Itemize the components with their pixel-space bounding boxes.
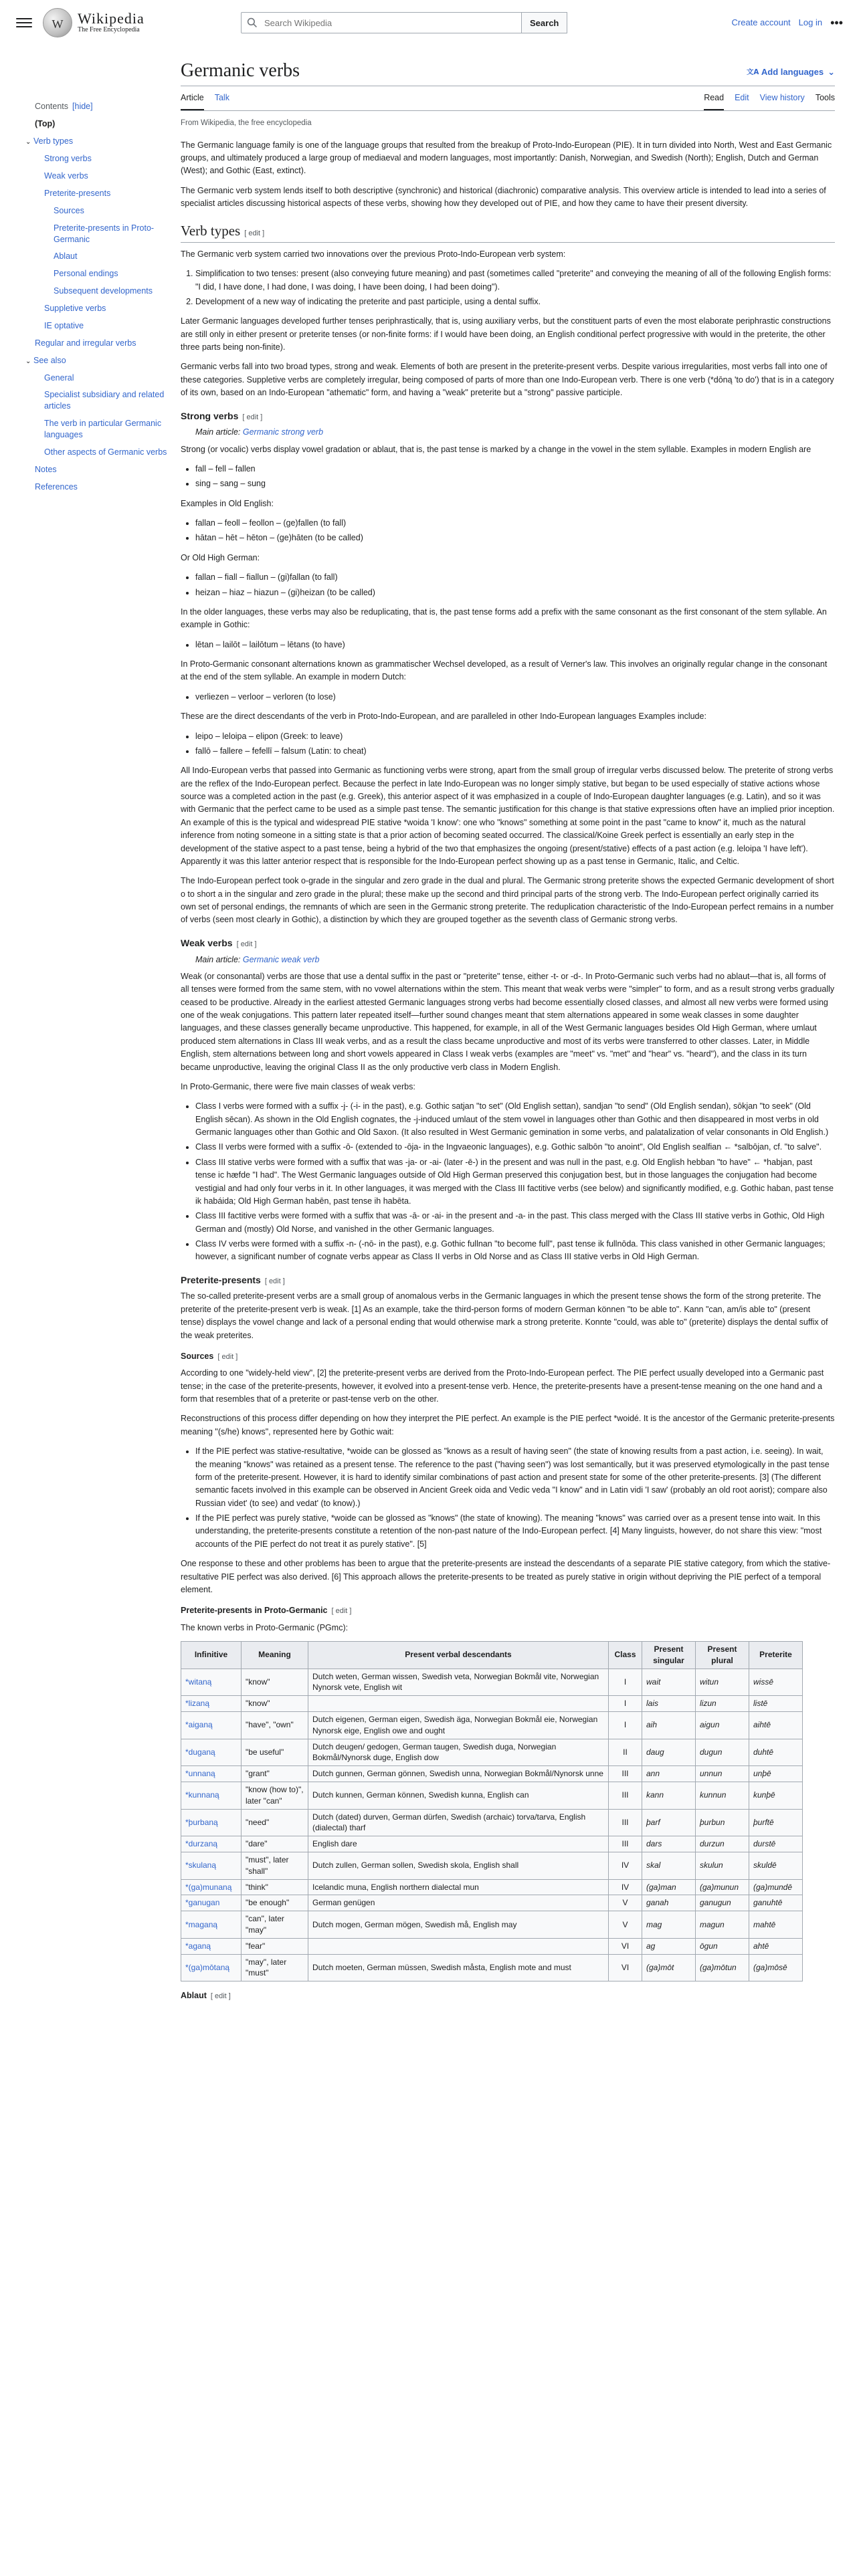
table-cell: III: [609, 1836, 642, 1852]
more-options-icon[interactable]: •••: [830, 16, 843, 30]
column-header[interactable]: Class: [609, 1642, 642, 1669]
toc-link[interactable]: Preterite-presents: [44, 188, 111, 198]
add-languages-button[interactable]: [747, 66, 835, 83]
paragraph: The known verbs in Proto-Germanic (PGmc):: [181, 1622, 349, 1632]
toc-item: [35, 389, 170, 412]
tab-article[interactable]: Article: [181, 86, 204, 110]
table-cell[interactable]: *unnaną: [181, 1766, 242, 1782]
section-heading-preterite-presents-in-proto-germanic: Preterite-presents in Proto-Germanic [ edit ]: [181, 1606, 352, 1616]
toc-link[interactable]: See also: [33, 355, 66, 365]
list-item: • fallan – fiall – fiallun – (gi)fallan (to fall): [195, 571, 835, 584]
tab-tools[interactable]: Tools: [815, 93, 835, 103]
create-account-link[interactable]: Create account: [731, 17, 791, 27]
list-item: • Class III factitive verbs were formed with a suffix that was -ā- or -ai- in the present and -a- in the past. This class merged with the Class III stative verbs in Gothic, Old High German and (mostly) Old Norse, and vanished in the other Germanic languages.: [195, 1210, 835, 1236]
search-form: [241, 12, 567, 33]
search-icon: [247, 17, 258, 28]
table-cell: "know": [242, 1696, 308, 1712]
table-cell: daug: [642, 1739, 696, 1766]
table-cell: (ga)mundē: [749, 1879, 803, 1895]
table-cell: II: [609, 1739, 642, 1766]
table-cell: Icelandic muna, English northern dialectal mun: [308, 1879, 609, 1895]
table-cell: "fear": [242, 1938, 308, 1954]
table-cell: III: [609, 1809, 642, 1836]
list-item: • heizan – hiaz – hiazun – (gi)heizan (to be called): [195, 586, 835, 599]
table-cell: unnun: [696, 1766, 749, 1782]
table-cell[interactable]: *duganą: [181, 1739, 242, 1766]
table-row: [181, 1809, 803, 1836]
paragraph: All Indo-European verbs that passed into Germanic as functioning verbs were strong, apart from the small group of irregular verbs discussed below. The preterite of strong verbs are the reflex of the Indo-European perfect. Because the perfect in late Indo-European was no longer simply stative, but began to be used especially of stative actions whose source was a completed action in the past (e.g. Greek), this anterior aspect of it was emphasized in a couple of Indo-European daughter languages (e.g. Latin), and so it was with Germanic that the perfect came to be used as a simple past tense. The semantic justification for this change is that stative expressions often have an implied prior inception. An example of this is the typical and widespread PIE stative *woida 'I know': one who "knows" something at some point in the past "came to know" it, much as the natural inference from noting someone in a sitting state is that a prior action of becoming seated occurred. The classical/Koine Greek perfect is essentially an early step in the development of the stative aspect to a past tense, being a hybrid of the two that emphasizes the ongoing (present/stative) effects of a past action (e.g. leloipa 'I have left'). Apparently it was this latter anterior respect that is responsible for the Indo-European perfect showing up as a past tense in Germanic, Italic, and Celtic.: [181, 766, 835, 866]
toc-list: [25, 118, 170, 492]
toc-item: [35, 320, 170, 332]
wordmark: Wikipedia: [78, 10, 145, 27]
table-cell[interactable]: *durzaną: [181, 1836, 242, 1852]
toc-link[interactable]: Personal endings: [54, 269, 118, 279]
paragraph: Examples in Old English:: [181, 498, 274, 508]
table-cell[interactable]: *ganugan: [181, 1895, 242, 1911]
toc-link[interactable]: The verb in particular Germanic languages: [44, 419, 162, 439]
paragraph: The so-called preterite-present verbs are a small group of anomalous verbs in the Germanic languages in which the present tense shows the form of the strong preterite. The preterite of the preterite-present verb is weak. [1] As an example, take the third-person forms of modern German können "to be able to". Kann "can, am/is able to" (present tense) displays the vowel change and lack of a personal ending that would otherwise mark a strong preterite. Konnte "could, was able to" (preterite) displays the dental suffix of the weak preterites.: [181, 1291, 828, 1340]
main-article-link[interactable]: Germanic strong verb: [242, 427, 324, 437]
table-cell: German genügen: [308, 1895, 609, 1911]
paragraph: Later Germanic languages developed further tenses periphrastically, that is, using auxiliary verbs, but the constituent parts of even the most elaborate periphrastic constructions are still only in either present or preterite tenses (or non-finite forms: if I would have been doing, an English conditional perfect progressive with would in the preterite, the other three parts being non-finite).: [181, 316, 831, 352]
toc-link[interactable]: Weak verbs: [44, 171, 88, 181]
main-content: [181, 45, 859, 2007]
tab-edit[interactable]: Edit: [735, 93, 749, 103]
section-heading-preterite-presents: Preterite-presents [ edit ]: [181, 1274, 285, 1285]
table-cell[interactable]: *kunnaną: [181, 1782, 242, 1810]
table-cell: (ga)mōt: [642, 1954, 696, 1981]
section-heading-ablaut: Ablaut [ edit ]: [181, 1991, 231, 2001]
section-heading-verb-types: Verb types [ edit ]: [181, 222, 835, 242]
toc-link[interactable]: References: [35, 481, 78, 492]
toc-link[interactable]: Ablaut: [54, 251, 78, 261]
translate-icon: [747, 67, 757, 78]
toc-link[interactable]: Suppletive verbs: [44, 304, 106, 313]
chevron-down-icon[interactable]: ⌄: [25, 138, 31, 146]
table-cell: Dutch weten, German wissen, Swedish veta, Norwegian Bokmål vite, Norwegian Nynorsk vete, English wit: [308, 1669, 609, 1696]
globe-icon: [43, 8, 72, 37]
innovations-list: [181, 267, 835, 308]
list-item: • fallō – fallere – fefellī – falsum (Latin: to cheat): [195, 745, 835, 758]
example-list: [181, 730, 835, 758]
list-item: 1. Simplification to two tenses: present (also conveying future meaning) and past (sometimes called "preterite" and conveying the meaning of all of the following English forms: "I did, I have done, I had done, I was doing, I have been doing, I had been doing").: [195, 267, 835, 294]
table-cell: listē: [749, 1696, 803, 1712]
table-cell: "know (how to)", later "can": [242, 1782, 308, 1810]
table-cell: durstē: [749, 1836, 803, 1852]
edit-link[interactable]: [ edit ]: [210, 1992, 231, 2001]
list-item: • Class I verbs were formed with a suffix -j- (-i- in the past), e.g. Gothic satjan "to set" (Old English settan), sandjan "to send" (Old English sendan), sōkjan "to seek" (Old English sēcan). As shown in the Old English cognates, the -j-induced umlaut of the stem vowel in languages other than Gothic and then disappeared in most verbs in old Germanic languages other than Gothic and Old Saxon. (It also resulted in West Germanic gemination in some verbs, and palatalization of velar consonants in Old English.): [195, 1100, 835, 1139]
table-cell: þarf: [642, 1809, 696, 1836]
table-cell: I: [609, 1669, 642, 1696]
table-cell[interactable]: *maganą: [181, 1911, 242, 1939]
table-cell: III: [609, 1766, 642, 1782]
table-cell: "must", later "shall": [242, 1852, 308, 1880]
paragraph: Germanic verbs fall into two broad types, strong and weak. Elements of both are present in the preterite-present verbs. Despite various irregularities, most verbs fall into one of these categories. Suppletive verbs are completely irregular, being composed of parts of more than one Indo-European verb. There is one verb (*dōną 'to do') that is in a category of its own, based on an Indo-European "athematic" form, and having a "weak" preterite but a "strong" passive participle.: [181, 362, 834, 398]
tagline: The Free Encyclopedia: [78, 26, 140, 33]
table-cell: (ga)mōsē: [749, 1954, 803, 1981]
main-menu-icon[interactable]: [16, 15, 32, 31]
column-header[interactable]: Present singular: [642, 1642, 696, 1669]
example-list: [181, 639, 835, 651]
table-cell: dugun: [696, 1739, 749, 1766]
main-article-link[interactable]: Germanic weak verb: [242, 954, 320, 964]
toc-item: [35, 464, 170, 475]
toc-title: Contents: [35, 102, 69, 111]
table-cell: mahtē: [749, 1911, 803, 1939]
table-cell: skuldē: [749, 1852, 803, 1880]
table-cell: ganuhtē: [749, 1895, 803, 1911]
table-cell: "be enough": [242, 1895, 308, 1911]
table-cell: VI: [609, 1954, 642, 1981]
toc-item: [35, 447, 170, 458]
table-cell[interactable]: *þurbaną: [181, 1809, 242, 1836]
table-cell: mag: [642, 1911, 696, 1939]
table-cell[interactable]: *aganą: [181, 1938, 242, 1954]
table-cell: ganah: [642, 1895, 696, 1911]
chevron-down-icon: ⌄: [828, 67, 835, 78]
table-cell: magun: [696, 1911, 749, 1939]
tab-talk[interactable]: Talk: [214, 93, 229, 103]
toc-item: [35, 372, 170, 384]
table-cell: "can", later "may": [242, 1911, 308, 1939]
table-cell: Dutch (dated) durven, German dürfen, Swedish (archaic) torva/tarva, English (dialectal) tharf: [308, 1809, 609, 1836]
table-cell: kunnun: [696, 1782, 749, 1810]
toc-link[interactable]: Subsequent developments: [54, 286, 153, 296]
tab-view-history[interactable]: View history: [759, 93, 805, 103]
wikipedia-logo[interactable]: [43, 8, 197, 37]
table-cell: duhtē: [749, 1739, 803, 1766]
sources-list: [181, 1445, 835, 1551]
toc-item: [35, 418, 170, 441]
table-cell: "dare": [242, 1836, 308, 1852]
table-row: [181, 1696, 803, 1712]
table-cell: Dutch eigenen, German eigen, Swedish äga, Norwegian Bokmål eie, Norwegian Nynorsk eige, English owe and ought: [308, 1712, 609, 1739]
table-row: [181, 1938, 803, 1954]
list-item: 2. Development of a new way of indicating the preterite and past participle, using a dental suffix.: [195, 296, 835, 308]
table-cell: (ga)munun: [696, 1879, 749, 1895]
article-body: [181, 139, 835, 2003]
table-cell: aihtē: [749, 1712, 803, 1739]
list-item: • sing – sang – sung: [195, 477, 835, 490]
table-cell: unþē: [749, 1766, 803, 1782]
toc-link[interactable]: Strong verbs: [44, 154, 92, 164]
table-row: [181, 1836, 803, 1852]
table-row: [181, 1739, 803, 1766]
table-cell: aigun: [696, 1712, 749, 1739]
table-cell: ganugun: [696, 1895, 749, 1911]
table-row: [181, 1852, 803, 1880]
table-cell: wissē: [749, 1669, 803, 1696]
list-item: • Class IV verbs were formed with a suffix -n- (-nō- in the past), e.g. Gothic fullnan "to become full", past tense ik fullnōda. This class vanished in other Germanic languages; however, a significant number of cognate verbs appear as Class II verbs in Old Norse and as Class III stative verbs in Old High German.: [195, 1238, 835, 1264]
toc-item: [25, 355, 170, 366]
intro-paragraph-2: The Germanic verb system lends itself to both descriptive (synchronic) and historical (diachronic) comparative analysis. This overview article is intended to lead into a series of specialist articles discussing historical aspects of these verbs, showing how they developed out of PIE, and how they came to have their present diversity.: [181, 185, 826, 209]
table-of-contents: [0, 45, 181, 2007]
paragraph: Or Old High German:: [181, 552, 260, 562]
toc-item: [35, 303, 170, 314]
table-cell: "have", "own": [242, 1712, 308, 1739]
table-cell: lais: [642, 1696, 696, 1712]
paragraph: According to one "widely-held view", [2] the preterite-present verbs are derived from the Proto-Indo-European perfect. The PIE perfect usually developed into a Germanic past tense; in the case of the preterite-presents, however, it evolved into a present-tense verb. Hence, the preterite-presents have a present-tense meaning on the one hand and a form that resembles that of a preterite or past-tense verb on the other.: [181, 1368, 824, 1404]
toc-item: [35, 251, 170, 262]
toc-link[interactable]: (Top): [35, 119, 56, 129]
table-cell: V: [609, 1911, 642, 1939]
add-languages-label: Add languages: [761, 67, 824, 78]
toc-link[interactable]: Verb types: [33, 136, 74, 146]
table-cell: "grant": [242, 1766, 308, 1782]
table-cell: kann: [642, 1782, 696, 1810]
hatnote: Main article: Germanic weak verb: [195, 954, 320, 964]
example-list: [181, 517, 835, 545]
edit-link[interactable]: [ edit ]: [244, 229, 265, 238]
table-cell: III: [609, 1782, 642, 1810]
table-cell: (ga)man: [642, 1879, 696, 1895]
toc-item: [35, 153, 170, 165]
paragraph: Weak (or consonantal) verbs are those that use a dental suffix in the past or "preterite" tense, either -t- or -d-. In Proto-Germanic such verbs had no ablaut—that is, all forms of all tenses were formed from the same stem, with no vowel alternations within the stem. This meant that weak verbs were "simpler" to form, and as a result strong verbs gradually ceased to be productive. Already in the earliest attested Germanic languages strong verbs had become essentially closed classes, and almost all new verbs were formed using one of the weak conjugations. This pattern later repeated itself—further sound changes meant that stem alternations appeared in some weak classes in some daughter languages, and these classes generally became unproductive. This happened, for example, in all of the West Germanic languages besides Old High German, where umlaut produced stem alternations in Class III weak verbs, and as a result the class became unproductive and most of its verbs were transferred to other classes. Later, in Middle English, stem alternations between long and short vowels appeared in Class I weak verbs (examples are "meet" vs. "met" and "hear" vs. "heard"), and the class in its turn became unproductive, leaving the original Class II as the only productive verb class in Modern English.: [181, 971, 835, 1072]
example-list: [181, 463, 835, 491]
table-cell[interactable]: *skulaną: [181, 1852, 242, 1880]
edit-link[interactable]: [ edit ]: [242, 413, 263, 421]
toc-item: [25, 136, 170, 147]
edit-link[interactable]: [ edit ]: [217, 1352, 238, 1361]
table-cell: skal: [642, 1852, 696, 1880]
table-row: [181, 1954, 803, 1981]
table-cell: kunþē: [749, 1782, 803, 1810]
toc-item: [35, 481, 170, 493]
paragraph: The Indo-European perfect took o-grade in the singular and zero grade in the dual and plural. The Germanic strong preterite shows the expected Germanic development of short o to short a in the singular and zero grade in the plural; these make up the second and third principal parts of the strong verb. The Indo-European perfect originally carried its own set of personal endings, the remnants of which are seen in the Germanic strong preterite. The reduplication characteristic of the Indo-European perfect remains in a number of verbs (seen most clearly in Gothic), a distinction by which they are grouped together as the seventh class of Germanic strong verbs.: [181, 876, 834, 925]
from-wikipedia: From Wikipedia, the free encyclopedia: [181, 118, 312, 127]
table-cell: Dutch mogen, German mögen, Swedish må, English may: [308, 1911, 609, 1939]
table-cell[interactable]: *lizaną: [181, 1696, 242, 1712]
edit-link[interactable]: [ edit ]: [264, 1277, 285, 1285]
toc-item: [35, 338, 170, 349]
table-cell: wait: [642, 1669, 696, 1696]
table-cell: Dutch moeten, German müssen, Swedish måsta, English mote and must: [308, 1954, 609, 1981]
table-cell: IV: [609, 1879, 642, 1895]
toc-link[interactable]: IE optative: [44, 320, 84, 330]
table-cell: "think": [242, 1879, 308, 1895]
example-list: [181, 571, 835, 599]
log-in-link[interactable]: Log in: [798, 17, 823, 27]
table-cell: I: [609, 1712, 642, 1739]
toc-link[interactable]: Sources: [54, 205, 84, 215]
toc-link[interactable]: Preterite-presents in Proto-Germanic: [54, 223, 155, 244]
table-cell: VI: [609, 1938, 642, 1954]
toc-link[interactable]: Regular and irregular verbs: [35, 338, 136, 348]
section-heading-strong-verbs: Strong verbs [ edit ]: [181, 410, 263, 421]
list-item: • fall – fell – fallen: [195, 463, 835, 475]
page-title: Germanic verbs: [181, 60, 300, 81]
toc-link[interactable]: General: [44, 372, 74, 383]
table-cell: lizun: [696, 1696, 749, 1712]
table-row: [181, 1879, 803, 1895]
table-cell: [308, 1938, 609, 1954]
column-header[interactable]: Preterite: [749, 1642, 803, 1669]
table-cell: þurbun: [696, 1809, 749, 1836]
table-cell: "know": [242, 1669, 308, 1696]
table-cell: "may", later "must": [242, 1954, 308, 1981]
table-cell[interactable]: *aiganą: [181, 1712, 242, 1739]
table-cell: "be useful": [242, 1739, 308, 1766]
column-header[interactable]: Present verbal descendants: [308, 1642, 609, 1669]
table-cell: Dutch kunnen, German können, Swedish kunna, English can: [308, 1782, 609, 1810]
search-input[interactable]: [263, 17, 516, 29]
search-button[interactable]: Search: [522, 12, 567, 33]
table-cell: ahtē: [749, 1938, 803, 1954]
table-cell: IV: [609, 1852, 642, 1880]
table-cell: skulun: [696, 1852, 749, 1880]
table-cell: V: [609, 1895, 642, 1911]
chevron-down-icon[interactable]: ⌄: [25, 357, 31, 365]
toc-item: [35, 188, 170, 199]
toc-item: [35, 268, 170, 280]
list-item: • lētan – lailōt – lailōtum – lētans (to have): [195, 639, 835, 651]
table-cell: [308, 1696, 609, 1712]
table-cell: English dare: [308, 1836, 609, 1852]
table-cell[interactable]: *(ga)mōtaną: [181, 1954, 242, 1981]
paragraph: Strong (or vocalic) verbs display vowel gradation or ablaut, that is, the past tense is marked by a change in the vowel in the stem syllable. Examples in modern English are: [181, 444, 812, 454]
column-header[interactable]: Present plural: [696, 1642, 749, 1669]
column-header[interactable]: Infinitive: [181, 1642, 242, 1669]
svg-text:文A: 文A: [746, 68, 759, 77]
list-item: • If the PIE perfect was stative-resultative, *woide can be glossed as "knows as a result of having seen" (the state of knowing results from a past action, i.e. seeing). In wait, the meaning "knows" was retained as a present tense. The reference to the past ("having seen") was lost semantically, but it was preserved etymologically in the past tense form of the preterite-present. However, it is hard to identify similar combinations of past action and present state for some of the other preterite-presents. [3] (The different semantic facets involved in this example can be observed in Ancient Greek oida and Vedic veda "I know" and in Latin vidi 'I saw' (probably an old root aorist); compare also Russian videt' (to see) and vedat' (to know).): [195, 1445, 835, 1510]
toc-link[interactable]: Specialist subsidiary and related articles: [44, 390, 165, 411]
toc-item: [35, 286, 170, 297]
column-header[interactable]: Meaning: [242, 1642, 308, 1669]
toc-item: [35, 205, 170, 217]
table-cell: ann: [642, 1766, 696, 1782]
tab-read[interactable]: Read: [704, 86, 724, 110]
table-cell[interactable]: *witaną: [181, 1669, 242, 1696]
paragraph: The Germanic verb system carried two innovations over the previous Proto-Indo-European verb system:: [181, 249, 566, 259]
table-cell: (ga)mōtun: [696, 1954, 749, 1981]
toc-item: [35, 118, 170, 130]
paragraph: These are the direct descendants of the verb in Proto-Indo-European, and are paralleled in other Indo-European languages Examples include:: [181, 712, 706, 722]
example-list: [181, 691, 835, 704]
table-cell: Dutch zullen, German sollen, Swedish skola, English shall: [308, 1852, 609, 1880]
list-item: • If the PIE perfect was purely stative, *woide can be glossed as "knows" (the state of knowing). The meaning "knows" was carried over as a present tense into wait. In this understanding, the preterite-presents constitute a retention of the non-past nature of the Indo-European perfect. [4] Many linguists, however, do not share this view: "most accounts of the PIE perfect do not treat it as purely stative". [5]: [195, 1512, 835, 1551]
list-item: • fallan – feoll – feollon – (ge)fallen (to fall): [195, 517, 835, 530]
intro-paragraph-1: The Germanic language family is one of the language groups that resulted from the breakup of Proto-Indo-European (PIE). It in turn divided into North, West and East Germanic groups, and ultimately produced a large group of mediaeval and modern languages, most importantly: Danish, Norwegian, and Swedish (North); English, Dutch and German (West); and Gothic (East, extinct).: [181, 140, 832, 176]
search-box: [241, 12, 522, 33]
toc-link[interactable]: Other aspects of Germanic verbs: [44, 447, 167, 457]
table-cell: witun: [696, 1669, 749, 1696]
toc-hide-button[interactable]: [hide]: [72, 102, 93, 111]
edit-link[interactable]: [ edit ]: [331, 1607, 352, 1616]
toc-link[interactable]: Notes: [35, 464, 57, 474]
toc-item: [35, 223, 170, 245]
weak-classes-list: [181, 1100, 835, 1264]
table-cell[interactable]: *(ga)munaną: [181, 1879, 242, 1895]
paragraph: Reconstructions of this process differ depending on how they interpret the PIE perfect. An example is the PIE perfect *woidé. It is the ancestor of the Germanic preterite-presents meaning "(s/he) knows", represented here by Gothic wait:: [181, 1414, 835, 1436]
list-item: • hātan – hēt – hēton – (ge)hāten (to be called): [195, 532, 835, 544]
paragraph: One response to these and other problems has been to argue that the preterite-presents are instead the descendants of a separate PIE stative category, from which the stative-resultative PIE perfect was also derived. [6] This approach allows the preterite-presents to be treated as purely stative in origin without depriving the PIE perfect of a temporal element.: [181, 1559, 831, 1594]
list-item: • Class III stative verbs were formed with a suffix that was -ja- or -ai- (later -ē-) in the present and was null in the past, e.g. Old English hebban "to have" ← *habjan, past tense ic hæfde "I had". The West Germanic languages outside of Old High German preserved this conjugation best, but in those languages the conjugation had become vestigial and had only four verbs in it. In other languages, it was merged with the Class III factitive verbs (see below) and significantly modified, e.g. Gothic haban, past tense ik habáida; Old High German habēn, past tense ih habēta.: [195, 1156, 835, 1208]
hatnote: Main article: Germanic strong verb: [195, 427, 324, 437]
table-cell: dars: [642, 1836, 696, 1852]
edit-link[interactable]: [ edit ]: [236, 940, 257, 948]
section-heading-sources: Sources [ edit ]: [181, 1351, 238, 1361]
list-item: • Class II verbs were formed with a suffix -ō- (extended to -ōja- in the Ingvaeonic languages), e.g. Gothic salbōn "to anoint", Old English sealfian ← *salbōjan, cf. "to salve".: [195, 1141, 835, 1154]
paragraph: In Proto-Germanic, there were five main classes of weak verbs:: [181, 1081, 415, 1091]
table-cell: I: [609, 1696, 642, 1712]
page-tabs: [181, 86, 835, 110]
list-item: • leipo – leloipa – elipon (Greek: to leave): [195, 730, 835, 743]
paragraph: In the older languages, these verbs may also be reduplicating, that is, the past tense forms add a prefix with the same consonant as the first consonant of the stem syllable. An example in Gothic:: [181, 607, 827, 630]
table-cell: ōgun: [696, 1938, 749, 1954]
toc-item: [35, 171, 170, 182]
table-cell: Dutch gunnen, German gönnen, Swedish unna, Norwegian Bokmål/Nynorsk unne: [308, 1766, 609, 1782]
table-cell: þurftē: [749, 1809, 803, 1836]
preterite-presents-table: [181, 1641, 803, 1981]
table-row: [181, 1712, 803, 1739]
table-cell: aih: [642, 1712, 696, 1739]
table-row: [181, 1911, 803, 1939]
paragraph: In Proto-Germanic consonant alternations known as grammatischer Wechsel developed, as a result of Verner's law. This involves an originally regular change in the consonant at the end of the stem syllable. An example in modern Dutch:: [181, 659, 828, 682]
table-cell: durzun: [696, 1836, 749, 1852]
section-heading-weak-verbs: Weak verbs [ edit ]: [181, 937, 257, 948]
table-row: [181, 1766, 803, 1782]
table-cell: ag: [642, 1938, 696, 1954]
table-row: [181, 1895, 803, 1911]
table-cell: Dutch deugen/ gedogen, German taugen, Swedish duga, Norwegian Bokmål/Nynorsk duge, English dow: [308, 1739, 609, 1766]
header: [0, 0, 859, 45]
table-cell: "need": [242, 1809, 308, 1836]
table-row: [181, 1782, 803, 1810]
table-row: [181, 1669, 803, 1696]
list-item: • verliezen – verloor – verloren (to lose): [195, 691, 835, 704]
table-header-row: [181, 1642, 803, 1669]
